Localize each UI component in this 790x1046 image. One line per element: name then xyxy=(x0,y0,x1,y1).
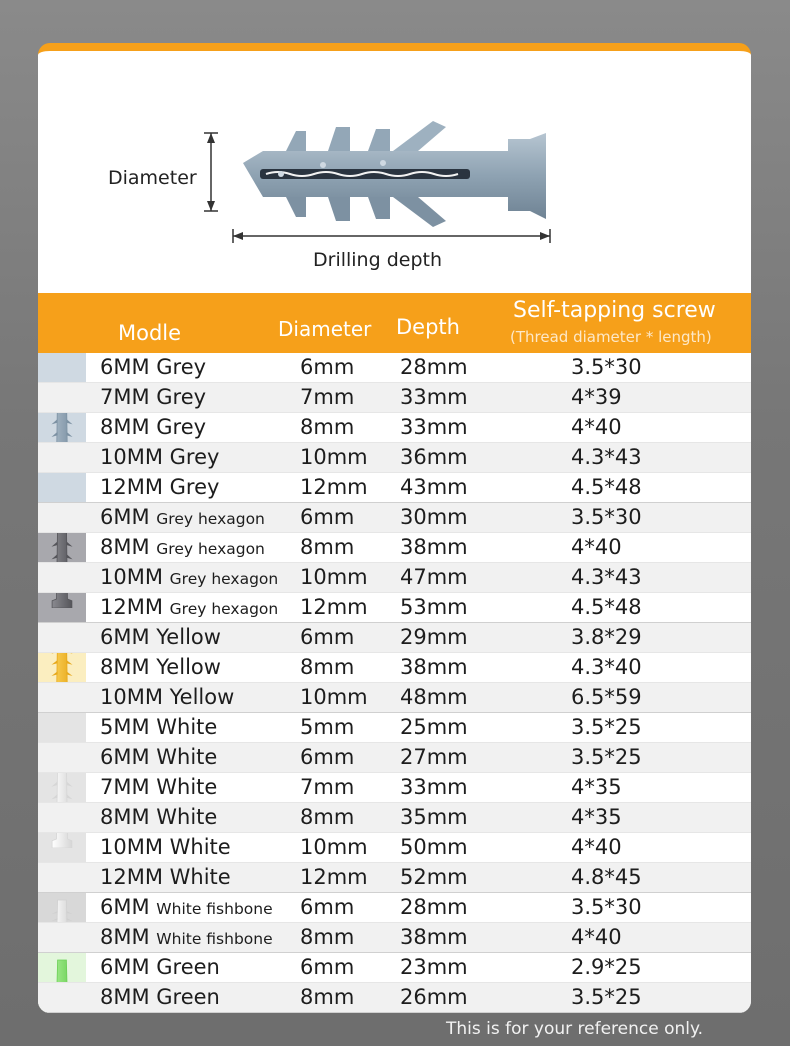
cell-diameter: 5mm xyxy=(300,715,355,739)
cell-model xyxy=(100,685,234,709)
cell-depth: 47mm xyxy=(400,565,468,589)
model-size: 10MM Grey xyxy=(100,445,220,469)
cell-model xyxy=(100,505,265,529)
row-group xyxy=(38,623,751,713)
cell-diameter: 6mm xyxy=(300,955,355,979)
model-size: 12MM Grey xyxy=(100,475,220,499)
cell-screw: 4*40 xyxy=(571,535,622,559)
table-row xyxy=(38,443,751,473)
cell-screw: 3.5*30 xyxy=(571,895,642,919)
cell-depth: 38mm xyxy=(400,925,468,949)
model-size: 8MM Grey xyxy=(100,415,207,439)
table-row xyxy=(38,923,751,953)
cell-model xyxy=(100,385,206,409)
table-row xyxy=(38,563,751,593)
table-row xyxy=(38,503,751,533)
cell-screw: 4*39 xyxy=(571,385,622,409)
cell-model xyxy=(100,415,206,439)
cell-depth: 52mm xyxy=(400,865,468,889)
cell-screw: 4.5*48 xyxy=(571,475,642,499)
spec-card xyxy=(38,43,751,1013)
cell-screw: 4*40 xyxy=(571,415,622,439)
cell-screw: 3.5*25 xyxy=(571,745,642,769)
reference-note: This is for your reference only. xyxy=(446,1019,704,1039)
cell-diameter: 6mm xyxy=(300,505,355,529)
model-size: 8MM Green xyxy=(100,985,220,1009)
cell-screw: 3.5*25 xyxy=(571,985,642,1009)
table-row xyxy=(38,773,751,803)
cell-diameter: 12mm xyxy=(300,595,368,619)
cell-screw: 4.3*43 xyxy=(571,445,642,469)
cell-diameter: 8mm xyxy=(300,805,355,829)
table-row xyxy=(38,473,751,503)
cell-depth: 48mm xyxy=(400,685,468,709)
cell-screw: 4.8*45 xyxy=(571,865,642,889)
cell-diameter: 8mm xyxy=(300,985,355,1009)
table-row xyxy=(38,713,751,743)
row-group xyxy=(38,503,751,623)
row-group xyxy=(38,953,751,1013)
cell-depth: 27mm xyxy=(400,745,468,769)
cell-screw: 4*35 xyxy=(571,775,622,799)
cell-model xyxy=(100,745,217,769)
cell-model xyxy=(100,595,278,619)
cell-model xyxy=(100,865,231,889)
cell-model xyxy=(100,835,231,859)
cell-screw: 4.5*48 xyxy=(571,595,642,619)
cell-diameter: 6mm xyxy=(300,745,355,769)
cell-depth: 25mm xyxy=(400,715,468,739)
cell-depth: 43mm xyxy=(400,475,468,499)
cell-diameter: 8mm xyxy=(300,415,355,439)
cell-model xyxy=(100,775,217,799)
cell-depth: 35mm xyxy=(400,805,468,829)
cell-diameter: 10mm xyxy=(300,835,368,859)
model-variant: White fishbone xyxy=(156,930,273,948)
model-size: 6MM Green xyxy=(100,955,220,979)
table-row xyxy=(38,983,751,1013)
header-screw: Self-tapping screw xyxy=(513,298,716,323)
cell-model xyxy=(100,565,278,589)
cell-screw: 2.9*25 xyxy=(571,955,642,979)
model-size: 5MM White xyxy=(100,715,218,739)
model-variant: Grey hexagon xyxy=(156,540,265,558)
cell-screw: 6.5*59 xyxy=(571,685,642,709)
table-row xyxy=(38,743,751,773)
table-row xyxy=(38,833,751,863)
table-header xyxy=(38,293,751,353)
cell-diameter: 6mm xyxy=(300,355,355,379)
cell-diameter: 7mm xyxy=(300,775,355,799)
cell-model xyxy=(100,445,219,469)
cell-model xyxy=(100,895,273,919)
cell-depth: 38mm xyxy=(400,535,468,559)
cell-depth: 33mm xyxy=(400,385,468,409)
table-row xyxy=(38,803,751,833)
cell-model xyxy=(100,985,220,1009)
model-size: 10MM xyxy=(100,565,163,589)
cell-diameter: 8mm xyxy=(300,535,355,559)
cell-screw: 3.5*30 xyxy=(571,355,642,379)
cell-model xyxy=(100,655,221,679)
cell-depth: 28mm xyxy=(400,355,468,379)
model-size: 8MM White xyxy=(100,805,218,829)
cell-depth: 38mm xyxy=(400,655,468,679)
cell-depth: 36mm xyxy=(400,445,468,469)
cell-diameter: 10mm xyxy=(300,565,368,589)
table-row xyxy=(38,413,751,443)
cell-diameter: 12mm xyxy=(300,865,368,889)
cell-screw: 4.3*43 xyxy=(571,565,642,589)
cell-screw: 4.3*40 xyxy=(571,655,642,679)
table-row xyxy=(38,533,751,563)
cell-diameter: 6mm xyxy=(300,895,355,919)
model-size: 7MM White xyxy=(100,775,218,799)
cell-depth: 26mm xyxy=(400,985,468,1009)
anchor-diagram xyxy=(38,51,751,293)
cell-diameter: 8mm xyxy=(300,925,355,949)
diameter-label: Diameter xyxy=(108,167,197,189)
cell-diameter: 10mm xyxy=(300,445,368,469)
table-row xyxy=(38,623,751,653)
spec-table xyxy=(38,353,751,1013)
cell-model xyxy=(100,535,265,559)
cell-model xyxy=(100,925,273,949)
cell-depth: 30mm xyxy=(400,505,468,529)
cell-model xyxy=(100,955,220,979)
cell-depth: 33mm xyxy=(400,775,468,799)
model-size: 8MM Yellow xyxy=(100,655,221,679)
cell-model xyxy=(100,475,219,499)
cell-screw: 3.8*29 xyxy=(571,625,642,649)
table-row xyxy=(38,683,751,713)
cell-model xyxy=(100,715,217,739)
header-screw-subtitle: (Thread diameter * length) xyxy=(510,328,712,346)
model-variant: Grey hexagon xyxy=(156,510,265,528)
model-size: 6MM Grey xyxy=(100,355,207,379)
table-row xyxy=(38,593,751,623)
cell-depth: 33mm xyxy=(400,415,468,439)
model-size: 10MM White xyxy=(100,835,231,859)
cell-screw: 3.5*30 xyxy=(571,505,642,529)
row-group xyxy=(38,893,751,953)
cell-diameter: 8mm xyxy=(300,655,355,679)
cell-model xyxy=(100,805,217,829)
model-variant: Grey hexagon xyxy=(169,600,279,618)
row-group xyxy=(38,353,751,503)
cell-diameter: 6mm xyxy=(300,625,355,649)
table-row xyxy=(38,353,751,383)
model-size: 6MM White xyxy=(100,745,218,769)
cell-depth: 29mm xyxy=(400,625,468,649)
table-row xyxy=(38,953,751,983)
cell-screw: 4*35 xyxy=(571,805,622,829)
cell-depth: 28mm xyxy=(400,895,468,919)
model-size: 12MM White xyxy=(100,865,231,889)
table-row xyxy=(38,653,751,683)
model-variant: Grey hexagon xyxy=(169,570,279,588)
cell-diameter: 10mm xyxy=(300,685,368,709)
model-size: 10MM Yellow xyxy=(100,685,235,709)
table-row xyxy=(38,863,751,893)
cell-depth: 53mm xyxy=(400,595,468,619)
header-diameter: Diameter xyxy=(278,317,372,341)
table-row xyxy=(38,893,751,923)
cell-depth: 50mm xyxy=(400,835,468,859)
model-size: 8MM xyxy=(100,535,150,559)
drilling-depth-label: Drilling depth xyxy=(313,249,443,271)
row-group xyxy=(38,713,751,893)
header-depth: Depth xyxy=(396,315,460,339)
header-model: Modle xyxy=(118,321,182,345)
model-size: 12MM xyxy=(100,595,163,619)
model-size: 6MM xyxy=(100,895,150,919)
cell-depth: 23mm xyxy=(400,955,468,979)
cell-screw: 3.5*25 xyxy=(571,715,642,739)
table-row xyxy=(38,383,751,413)
cell-diameter: 7mm xyxy=(300,385,355,409)
cell-screw: 4*40 xyxy=(571,835,622,859)
cell-model xyxy=(100,355,206,379)
model-size: 8MM xyxy=(100,925,150,949)
model-size: 7MM Grey xyxy=(100,385,207,409)
cell-screw: 4*40 xyxy=(571,925,622,949)
model-size: 6MM xyxy=(100,505,150,529)
cell-model xyxy=(100,625,221,649)
model-size: 6MM Yellow xyxy=(100,625,221,649)
model-variant: White fishbone xyxy=(156,900,273,918)
cell-diameter: 12mm xyxy=(300,475,368,499)
